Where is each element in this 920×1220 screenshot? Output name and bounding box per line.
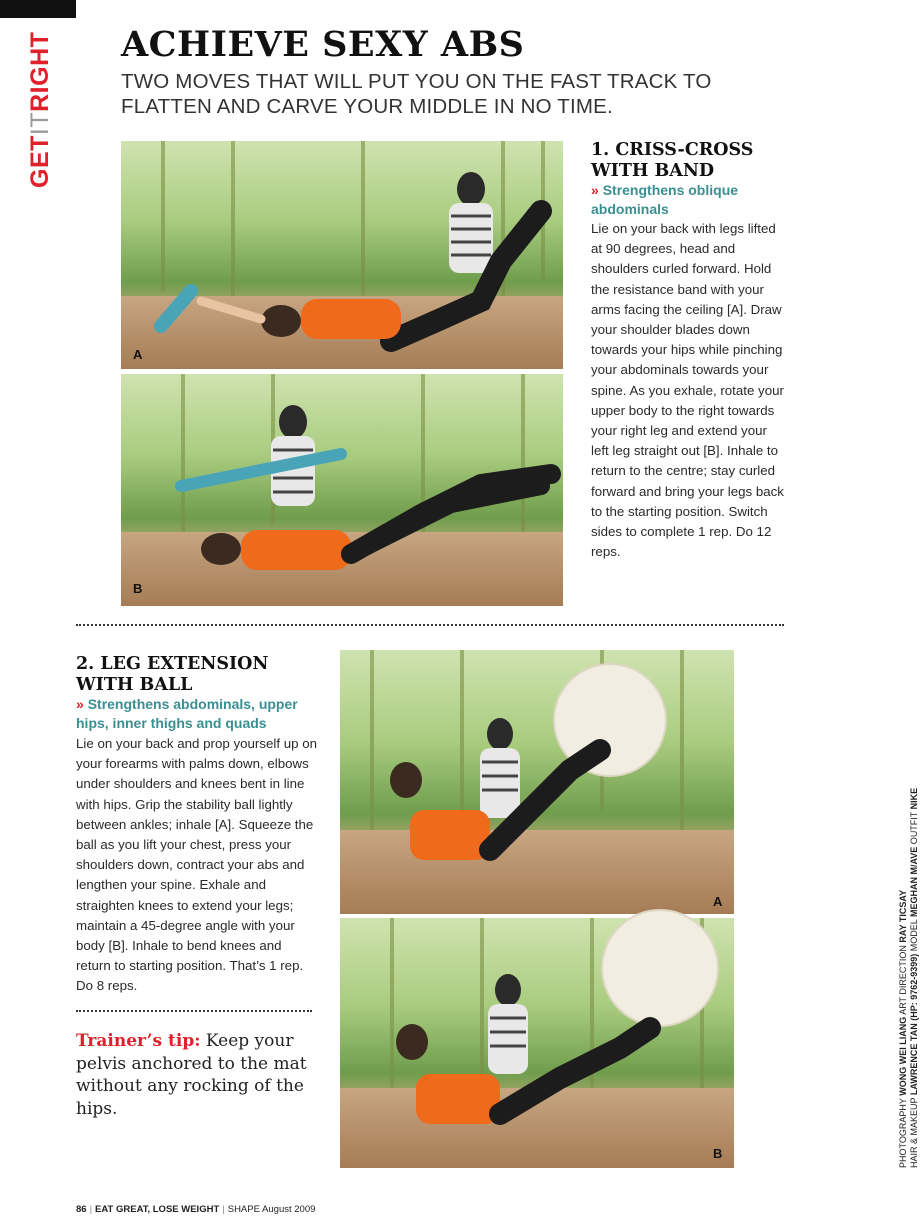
- footer-magazine: SHAPE August 2009: [227, 1204, 316, 1215]
- trainers-tip: [76, 1030, 316, 1120]
- exercise2-heading-line1: 2. LEG EXTENSION: [76, 654, 269, 674]
- tip-divider: [76, 1010, 312, 1012]
- trainers-tip-text: Keep your pelvis anchored to the mat without any rocking of the hips.: [76, 1031, 307, 1119]
- chevron-right-icon: »: [76, 696, 84, 712]
- top-black-bar: [0, 0, 76, 18]
- section-tag-it: IT: [26, 111, 54, 136]
- exercise1-instructions: Lie on your back with legs lifted at 90 degrees, head and shoulders curled forward. Hold the resistance band with your arms facing the ceiling [A]. Draw your shoulder blades down towards your hips while pinching your abdominals towards your spine. As you exhale, rotate your upper body to the right towards your right leg and extend your left leg straight out [B]. Inhale to return to the centre; stay curled forward and bring your legs back to the starting position. Switch sides to complete 1 rep. Do 12 reps.: [591, 221, 784, 560]
- photo-label-a: A: [133, 347, 143, 362]
- exercise2-heading-line2: WITH BALL: [76, 675, 193, 695]
- photo-criss-cross-b: [121, 374, 563, 606]
- exercise2-heading: [76, 654, 316, 696]
- photo-credits: [898, 788, 920, 1168]
- footer-section: EAT GREAT, LOSE WEIGHT: [95, 1204, 220, 1215]
- page-subtitle: TWO MOVES THAT WILL PUT YOU ON THE FAST TRACK TO FLATTEN AND CARVE YOUR MIDDLE IN NO TIME.: [121, 70, 712, 118]
- section-tag-get: GET: [26, 135, 54, 188]
- exercise1-heading-line1: 1. CRISS-CROSS: [591, 140, 754, 160]
- page-title: ACHIEVE SEXY ABS: [121, 24, 525, 65]
- photo-leg-extension-b: [340, 918, 734, 1168]
- exercise1-heading: [591, 140, 791, 182]
- exercise2-benefit-text: Strengthens abdominals, upper hips, inner thighs and quads: [76, 696, 298, 731]
- page-footer: 86 | EAT GREAT, LOSE WEIGHT | SHAPE August 2009: [76, 1204, 316, 1215]
- photo-leg-extension-a: [340, 650, 734, 914]
- trainers-tip-label: Trainer’s tip:: [76, 1031, 201, 1051]
- exercise2-instructions: Lie on your back and prop yourself up on your forearms with palms down, elbows under shoulders and knees bent in line with hips. Grip the stability ball lightly between ankles; inhale [A]. Squeeze the ball as you lift your chest, press your shoulders down, contract your abs and lengthen your spine. Exhale and straighten knees to extend your legs; maintain a 45-degree angle with your body [B]. Inhale to bend knees and return to starting position. That’s 1 rep. Do 8 reps.: [76, 736, 317, 994]
- section-tag-right: RIGHT: [26, 31, 54, 112]
- section-tag: [28, 32, 53, 188]
- section-divider: [76, 624, 784, 626]
- photo-label-a: A: [713, 894, 723, 909]
- photo-criss-cross-a: [121, 141, 563, 369]
- credits-line2: HAIR & MAKEUP LAWRENCE TAN (HP: 9762-9399) MODEL MEGHAN M/AVE OUTFIT NIKE: [909, 787, 919, 1168]
- exercise1-heading-line2: WITH BAND: [591, 161, 715, 181]
- photo-label-b: B: [133, 581, 143, 596]
- exercise1-benefit: [591, 181, 741, 219]
- credits-line1: PHOTOGRAPHY WONG WEI LIANG ART DIRECTION RAY TICSAY: [898, 889, 908, 1168]
- page-number: 86: [76, 1204, 87, 1215]
- chevron-right-icon: »: [591, 182, 599, 198]
- exercise2-benefit: [76, 695, 318, 733]
- exercise1-benefit-text: Strengthens oblique abdominals: [591, 182, 739, 217]
- photo-label-b: B: [713, 1146, 723, 1161]
